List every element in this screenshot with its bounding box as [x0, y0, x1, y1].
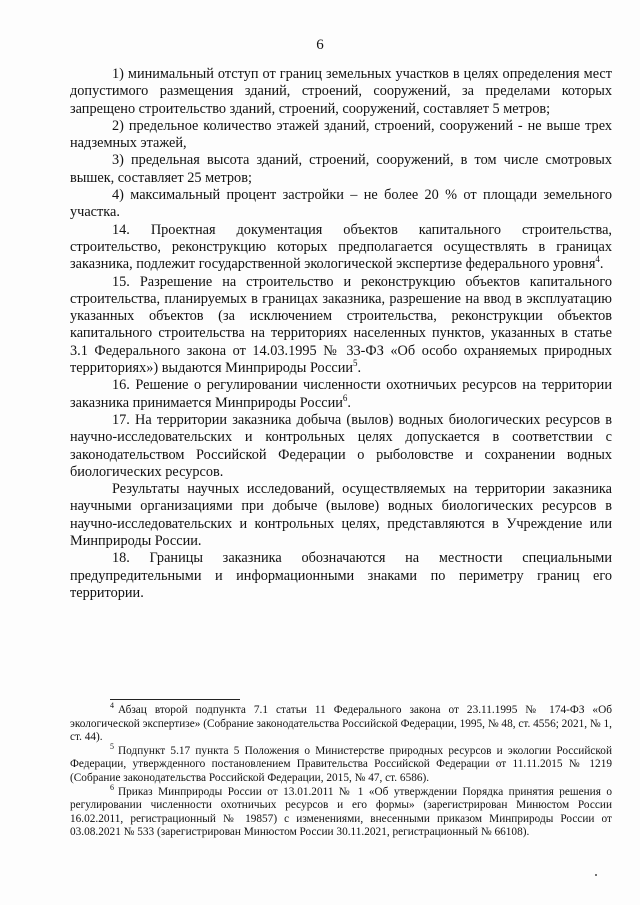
paragraph-1: [70, 66, 612, 118]
footnote-5: [70, 742, 612, 786]
body-text: [70, 66, 612, 602]
footnote-6: [70, 782, 612, 840]
footnote-text: Абзац второй подпункта 7.1 статьи 11 Федерального закона от 23.11.1995 № 174-ФЗ «Об экологической экспертизе» (Собрание законодательства Российской Федерации, 1995, № 48, ст. 4556; 2021, № 1, ст. 44).: [70, 704, 613, 744]
paragraph-17-results: [70, 481, 612, 550]
paragraph-14: [70, 222, 612, 274]
footnotes: [70, 701, 613, 840]
paragraph-tail: .: [599, 256, 604, 273]
footnote-text: Подпункт 5.17 пункта 5 Положения о Министерстве природных ресурсов и экологии Российской Федерации, утвержденного постановлением Правительства Российской Федерации от 11.11.2015 № 1219 (Собрание законодательства Российской Федерации, 2015, № 47, ст. 6586).: [70, 744, 612, 784]
page-number: 6: [316, 37, 324, 53]
paragraph-text: Результаты научных исследований, осуществляемых на территории заказника научными организациями при добыче (вылове) водных биологических ресурсов в научно-исследовательских и контрольных целях, представляются в Учреждение или Минприроды России.: [70, 481, 612, 550]
paragraph-17: [70, 412, 612, 481]
footnote-ref-5: 5: [353, 358, 358, 369]
footnote-4: [70, 701, 613, 745]
paragraph-text: 15. Разрешение на строительство и реконструкцию объектов капитального строительства, планируемых в границах заказника, разрешение на ввод в эксплуатацию указанных объектов (за исключением строительства, реконструкции объектов капитального строительства на территориях населенных пунктов, указанных в статье 3.1 Федерального закона от 14.03.1995 № 33-ФЗ «Об особо охраняемых природных территориях») выдаются Минприроды России: [70, 273, 612, 377]
paragraph-4: [70, 187, 612, 222]
paragraph-text: 3) предельная высота зданий, строений, сооружений, в том числе смотровых вышек, составляет 25 метров;: [70, 152, 612, 186]
paragraph-3: [70, 152, 612, 187]
footnote-mark: 4: [110, 701, 114, 711]
paragraph-text: 2) предельное количество этажей зданий, строений, сооружений - не выше трех надземных этажей,: [70, 117, 612, 152]
paragraph-tail: .: [347, 394, 351, 411]
footnote-divider: [110, 699, 240, 700]
paragraph-text: 4) максимальный процент застройки – не более 20 % от площади земельного участка.: [70, 187, 612, 221]
footnote-ref-6: 6: [342, 392, 348, 403]
paragraph-text: 1) минимальный отступ от границ земельных участков в целях определения мест допустимого размещения зданий, строений, сооружений, за пределами которых запрещено строительство зданий, строений, сооружений, составляет 5 метров;: [70, 66, 612, 117]
paragraph-15: [70, 274, 612, 378]
footnote-ref-4: 4: [595, 254, 600, 265]
footnote-mark: 5: [110, 742, 114, 752]
paragraph-text: 16. Решение о регулировании численности охотничьих ресурсов на территории заказника принимается Минприроды России: [70, 377, 612, 411]
scan-speck: [595, 874, 597, 876]
paragraph-text: 14. Проектная документация объектов капитального строительства, строительство, реконструкцию которых предполагается осуществлять в границах заказника, подлежит государственной экологической экспертизе федерального уровня: [70, 221, 612, 273]
paragraph-18: [70, 550, 612, 602]
paragraph-text: 18. Границы заказника обозначаются на местности специальными предупредительными и информационными знаками по периметру границ его территории.: [70, 550, 612, 601]
footnote-text: Приказ Минприроды России от 13.01.2011 № 1 «Об утверждении Порядка принятия решения о регулировании численности охотничьих ресурсов и его формы» (зарегистрирован Минюстом России 16.02.2011, регистрационный № 19857) с изменениями, внесенными приказом Минприроды России от 03.08.2021 № 533 (зарегистрирован Минюстом России 30.11.2021, регистрационный № 66108).: [70, 785, 612, 839]
paragraph-text: 17. На территории заказника добыча (вылов) водных биологических ресурсов в научно-исследовательских и контрольных целях допускается в соответствии с законодательством Российской Федерации о рыболовстве и сохранении водных биологических ресурсов.: [70, 411, 612, 480]
paragraph-2: [70, 118, 612, 153]
footnote-mark: 6: [110, 782, 114, 792]
paragraph-tail: .: [357, 360, 362, 377]
paragraph-16: [70, 377, 612, 412]
